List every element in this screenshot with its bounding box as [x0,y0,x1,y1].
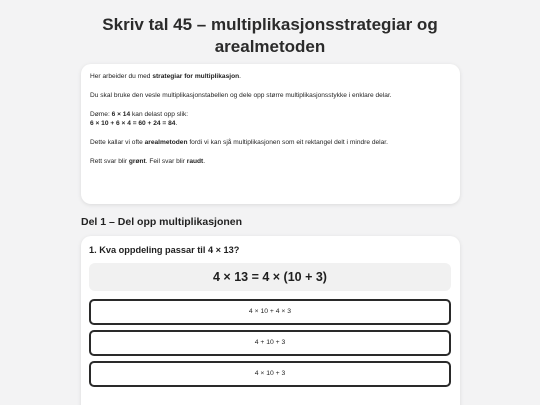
intro-paragraph-2: Du skal bruke den vesle multiplikasjonstabellen og dele opp større multiplikasjonsstykke i enklare delar. [90,91,392,99]
intro-text: . [239,73,241,80]
page-title-line-2: arealmetoden [214,37,326,56]
intro-emphasis: arealmetoden [144,138,188,146]
intro-emphasis: strategiar for multiplikasjon [152,73,240,80]
question-expression: 4 × 13 = 4 × (10 + 3) [89,263,451,291]
question-card [81,236,460,405]
intro-emphasis: raudt [186,157,204,165]
intro-feedback-info [90,157,451,166]
intro-card [81,64,460,204]
answer-option-button[interactable]: 4 + 10 + 3 [89,330,451,356]
intro-text: Døme: [90,110,112,118]
intro-text: Her arbeider du med [90,73,153,80]
section-heading: Del 1 – Del opp multiplikasjonen [81,216,243,228]
intro-text: Rett svar blir [90,157,129,165]
intro-text: . [203,157,206,165]
intro-example [90,110,451,129]
answer-option-button[interactable]: 4 × 10 + 4 × 3 [89,299,451,325]
intro-emphasis: 6 × 14 [111,110,131,118]
intro-emphasis: grønt [128,157,146,165]
answer-option-button[interactable]: 4 × 10 + 3 [89,361,451,387]
page-title-line-1: Skriv tal 45 – multiplikasjonsstrategiar og [102,15,438,34]
intro-text: . Feil svar blir [145,157,187,165]
page-title [0,14,540,58]
intro-text: fordi vi kan sjå multiplikasjonen som eit rektangel delt i mindre delar. [187,138,388,146]
question-text: 1. Kva oppdeling passar til 4 × 13? [89,245,240,255]
intro-example-calculation: 6 × 10 + 6 × 4 = 60 + 24 = 84 [90,120,176,127]
intro-text: Dette kallar vi ofte [90,138,145,146]
intro-text: . [175,120,178,127]
intro-paragraph-1 [90,72,451,81]
intro-paragraph-4 [90,138,451,147]
intro-text: kan delast opp slik: [130,110,189,118]
